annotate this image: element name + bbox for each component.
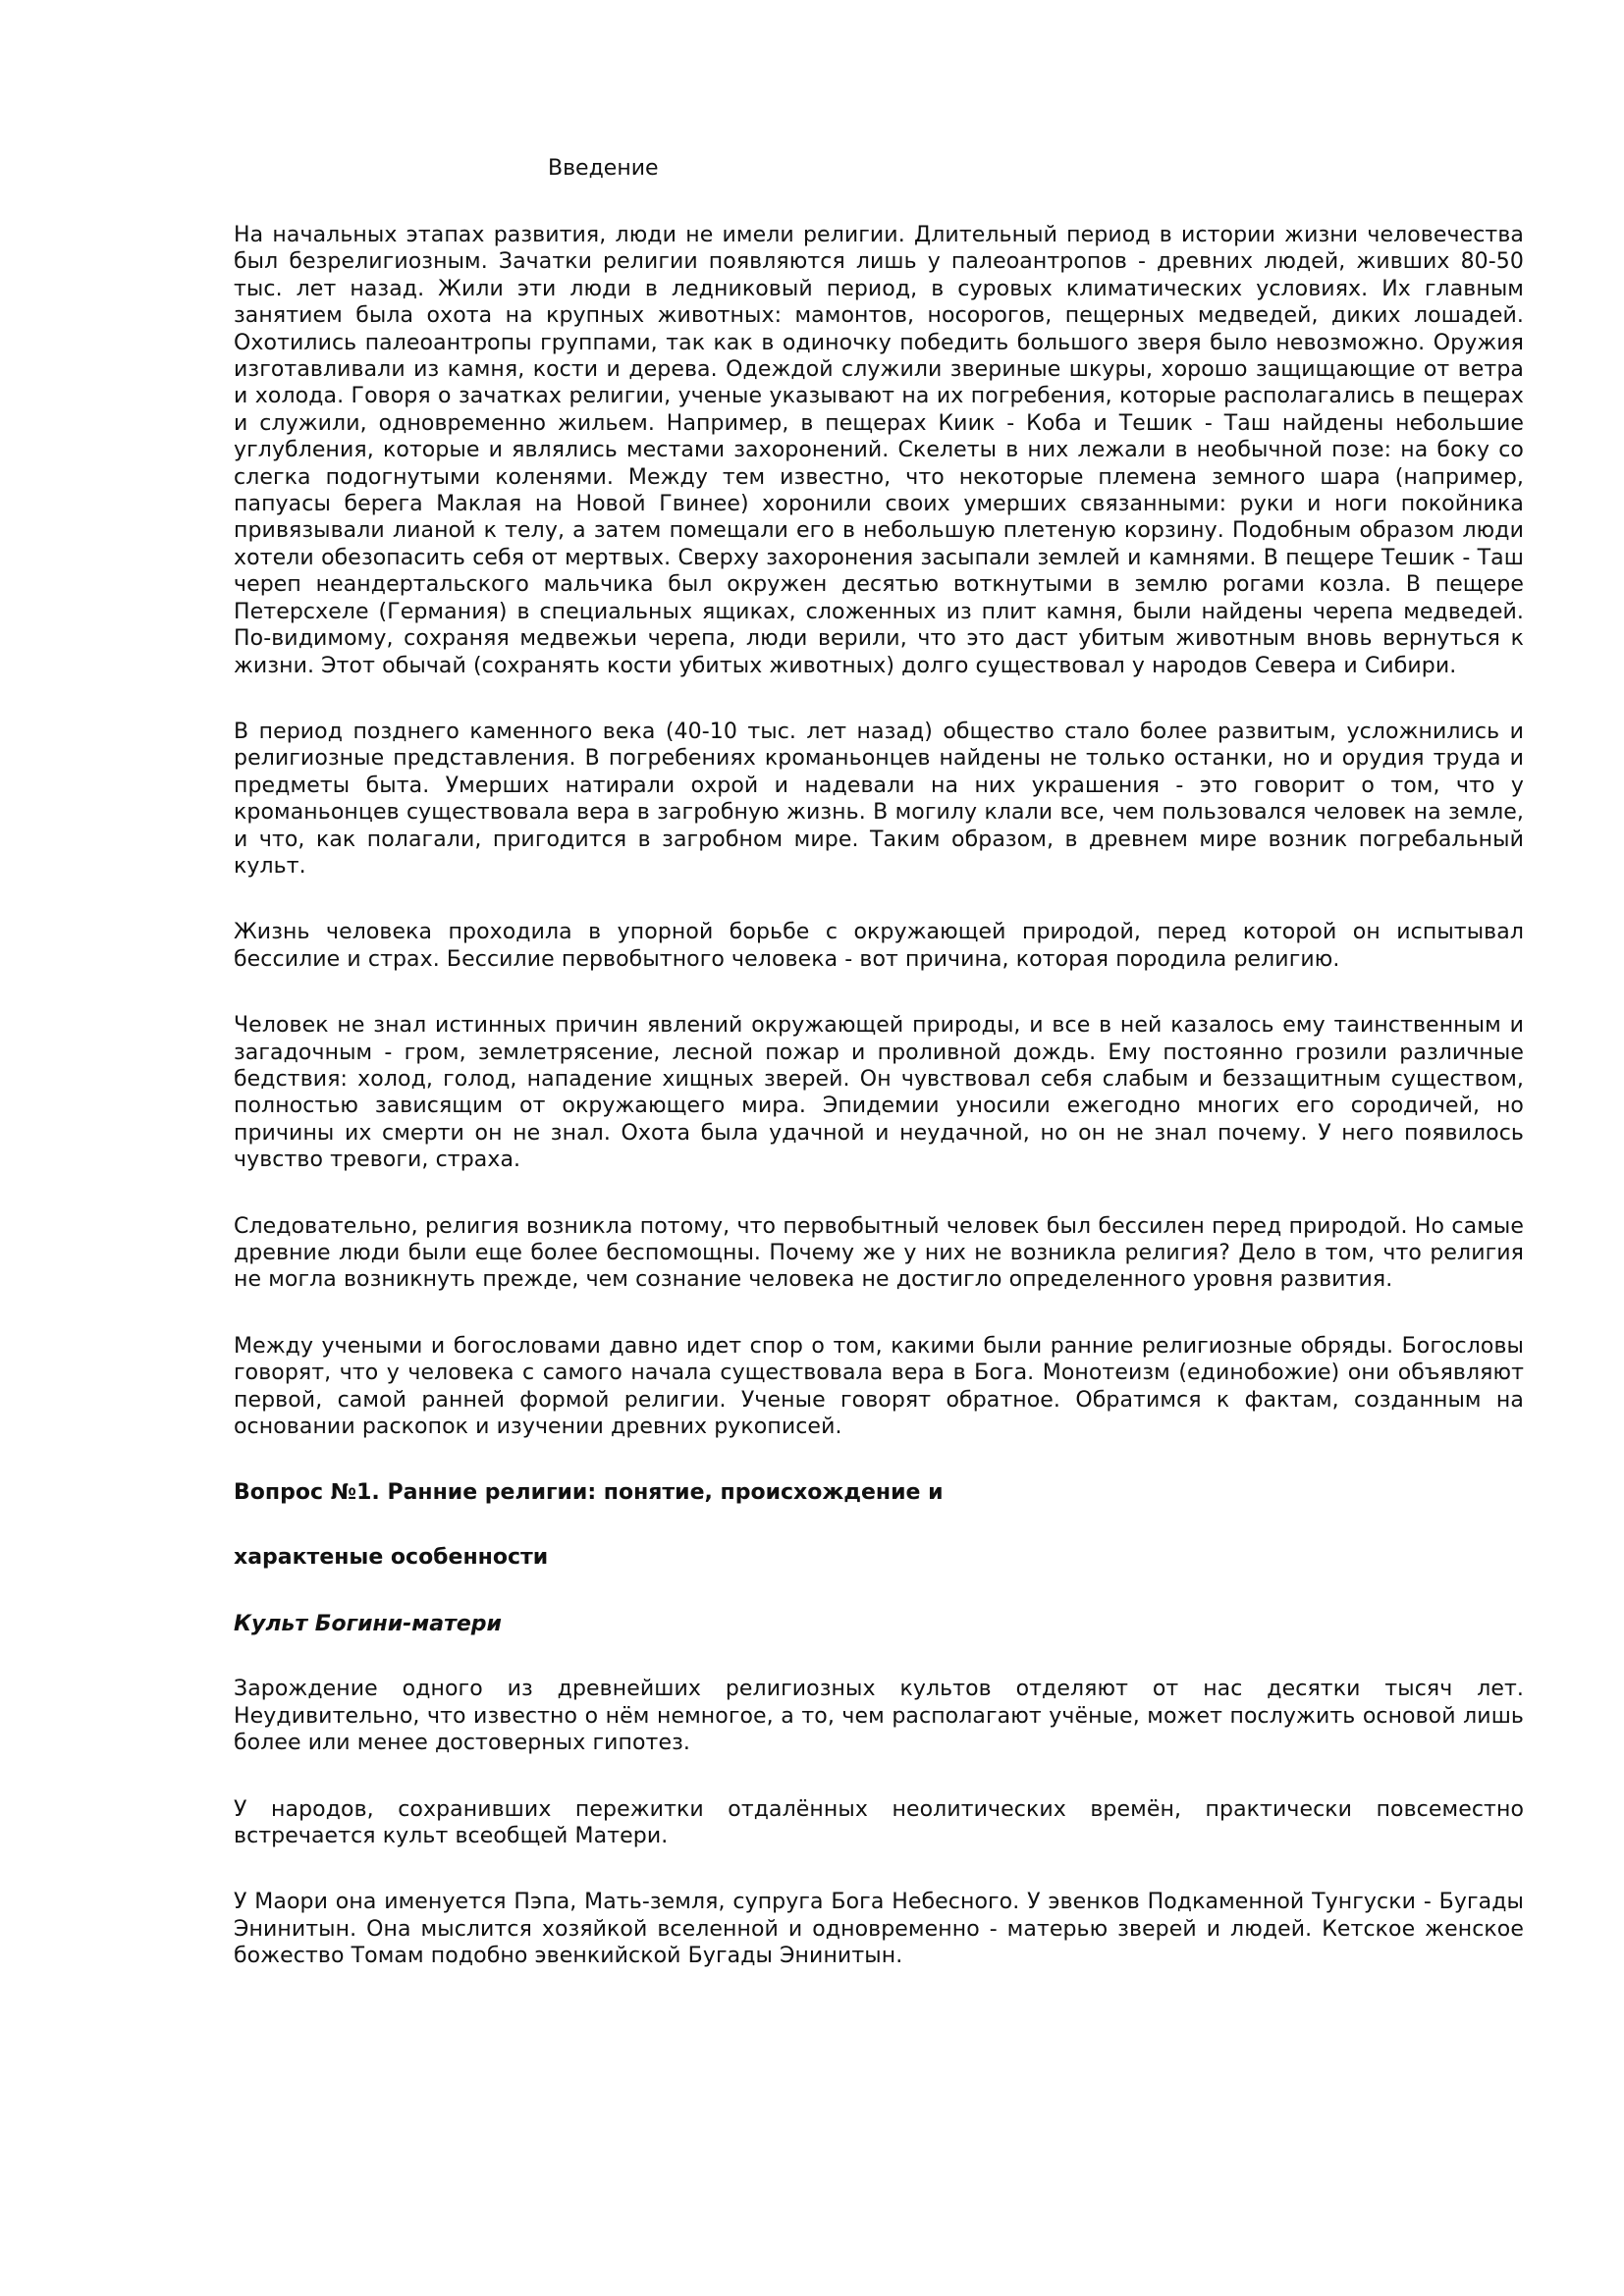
section-subheading: Культ Богини-матери [234, 1612, 502, 1637]
paragraph-paleoanthropes: На начальных этапах развития, люди не имели религии. Длительный период в истории жизни человечества был безрелигиозным. Зачатки религии появляются лишь у палеоантропов - древних людей, живших 80-50 тыс. лет назад. Жили эти люди в ледниковый период, в суровых климатических условиях. Их главным занятием была охота на крупных животных: мамонтов, носорогов, пещерных медведей, диких лошадей. Охотились палеоантропы группами, так как в одиночку победить большого зверя было невозможно. Оружия изготавливали из камня, кости и дерева. Одеждой служили звериные шкуры, хорошо защищающие от ветра и холода. Говоря о зачатках религии, ученые указывают на их погребения, которые располагались в пещерах и служили, одновременно жильем. Например, в пещерах Киик - Коба и Тешик - Таш найдены небольшие углубления, которые и являлись местами захоронений. Скелеты в них лежали в необычной позе: на боку со слегка подогнутыми коленями. Между тем известно, что некоторые племена земного шара (например, папуасы берега Маклая на Новой Гвинее) хоронили своих умерших связанными: руки и ноги покойника привязывали лианой к телу, а затем помещали его в небольшую плетеную корзину. Подобным образом люди хотели обезопасить себя от мертвых. Сверху захоронения засыпали землей и камнями. В пещере Тешик - Таш череп неандертальского мальчика был окружен десятью воткнутыми в землю рогами козла. В пещере Петерсхеле (Германия) в специальных ящиках, сложенных из плит камня, были найдены черепа медведей. По-видимому, сохраняя медвежьи черепа, люди верили, что это даст убитым животным вновь вернуться к жизни. Этот обычай (сохранять кости убитых животных) долго существовал у народов Севера и Сибири. [234, 223, 1524, 678]
paragraph-consequently: Следовательно, религия возникла потому, что первобытный человек был бессилен перед природой. Но самые древние люди были еще более беспомощны. Почему же у них не возникла религия? Дело в том, что религия не могла возникнуть прежде, чем сознание человека не достигло определенного уровня развития. [234, 1213, 1524, 1293]
paragraph-universal-mother: У народов, сохранивших пережитки отдалённых неолитических времён, практически повсеместно встречается культ всеобщей Матери. [234, 1796, 1524, 1849]
paragraph-unknown-causes: Человек не знал истинных причин явлений окружающей природы, и все в ней казалось ему таинственным и загадочным - гром, землетрясение, лесной пожар и проливной дождь. Ему постоянно грозили различные бедствия: холод, голод, нападение хищных зверей. Он чувствовал себя слабым и беззащитным существом, полностью зависящим от окружающего мира. Эпидемии уносили ежегодно многих его сородичей, но причины их смерти он не знал. Охота была удачной и неудачной, но он не знал почему. У него появилось чувство тревоги, страха. [234, 1013, 1524, 1173]
paragraph-maori-evenki: У Маори она именуется Пэпа, Мать-земля, супруга Бога Небесного. У эвенков Подкаменной Тунгуски - Бугады Энинитын. Она мыслится хозяйкой вселенной и одновременно - матерью зверей и людей. Кетское женское божество Томам подобно эвенкийской Бугады Энинитын. [234, 1890, 1524, 1969]
intro-heading: Введение [548, 156, 659, 181]
paragraph-scientists-theologians: Между учеными и богословами давно идет спор о том, какими были ранние религиозные обряды. Богословы говорят, что у человека с самого начала существовала вера в Бога. Монотеизм (единобожие) они объявляют первой, самой ранней формой религии. Ученые говорят обратное. Обратимся к фактам, созданным на основании раскопок и изучении древних рукописей. [234, 1333, 1524, 1440]
paragraph-struggle-with-nature: Жизнь человека проходила в упорной борьбе с окружающей природой, перед которой он испытывал бессилие и страх. Бессилие первобытного человека - вот причина, которая породила религию. [234, 920, 1524, 972]
question-heading-line-1: Вопрос №1. Ранние религии: понятие, происхождение и [234, 1480, 944, 1506]
document-body [234, 222, 1524, 2009]
question-heading-line-2: характеные особенности [234, 1545, 549, 1571]
paragraph-cult-origin: Зарождение одного из древнейших религиозных культов отделяют от нас десятки тысяч лет. Неудивительно, что известно о нём немногое, а то, чем располагают учёные, может послужить основой лишь более или менее достоверных гипотез. [234, 1677, 1524, 1756]
paragraph-late-stone-age: В период позднего каменного века (40-10 тыс. лет назад) общество стало более развитым, усложнились и религиозные представления. В погребениях кроманьонцев найдены не только останки, но и орудия труда и предметы быта. Умерших натирали охрой и надевали на них украшения - это говорит о том, что у кроманьонцев существовала вера в загробную жизнь. В могилу клали все, чем пользовался человек на земле, и что, как полагали, пригодится в загробном мире. Таким образом, в древнем мире возник погребальный культ. [234, 719, 1524, 879]
